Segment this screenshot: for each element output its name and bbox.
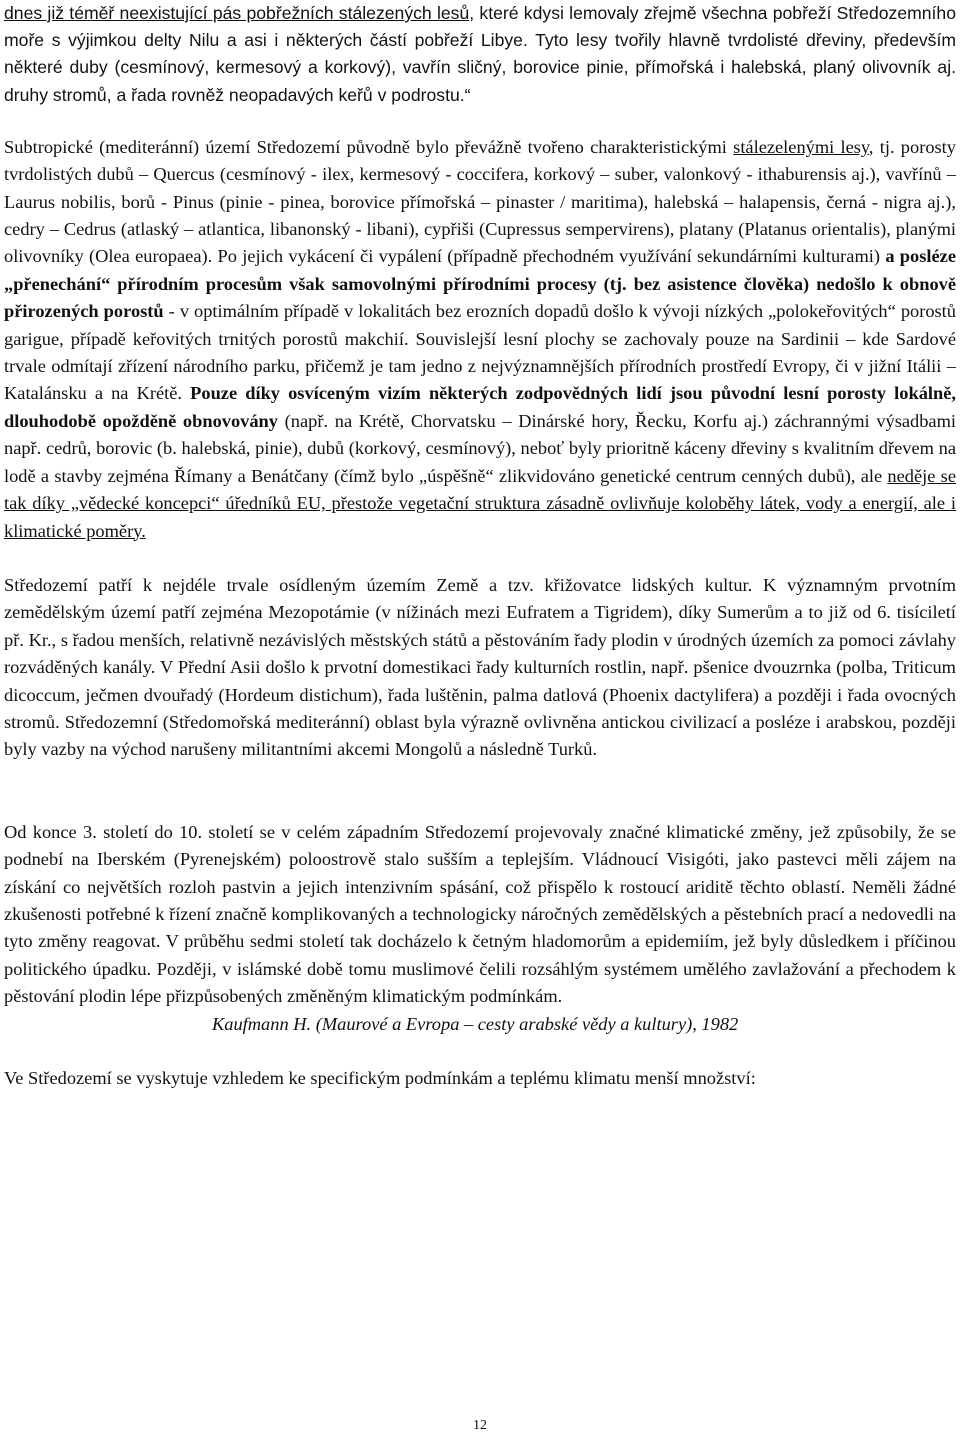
- text-run: , které kdysi lemovaly zřejmě všechna pobřeží Středozemního moře s výjimkou delty Nilu a asi i některých částí pobřeží Libye. Tyto lesy tvořily hlavně tvrdolisté dřeviny, především některé duby (cesmínový, kermesový a korkový), vavřín sličný, borovice pinie, přímořská i halebská, planý olivovník aj. druhy stromů, a řada rovněž neopadavých keřů v podrostu.“: [4, 3, 956, 105]
- bold-phrase: a posléze „přenechání“ přírodním procesům však samovolnými přírodními procesy (tj. bez asistence člověka) nedošlo k obnově přirozených porostů: [4, 246, 956, 322]
- underlined-phrase: neděje se tak díky „vědecké koncepci“ úředníků EU, přestože vegetační struktura zásadně ovlivňuje koloběhy látek, vody a energií, ale i klimatické poměry.: [4, 465, 956, 541]
- text-run: - v optimálním případě v lokalitách bez erozních dopadů došlo k vývoji nízkých „polokeřovitých“ porostů garigue, případě keřovitých trnitých porostů makchií. Souvislejší lesní plochy se zachovaly pouze na Sardinii – kde Sardové trvale odmítají zřízení národního parku, přičemž je tam jedno z nejvýznamnějších přírodních prostředí Evropy, či v jižní Itálii – Katalánsku a na Krétě.: [4, 301, 956, 404]
- document-page: [4, 0, 956, 1092]
- paragraph-forests-intro: [4, 0, 956, 109]
- text-run: , tj. porosty tvrdolistých dubů – Quercus (cesmínový - ilex, kermesový - coccifera, korkový – suber, valonkový - ithaburensis aj.), vavřínů – Laurus nobilis, borů - Pinus (pinie - pinea, borovice přímořská – pinaster / maritima), halebská – halapensis, černá - nigra aj.), cedry – Cedrus (atlaský – atlantica, libanonský - libani), cypřiši (Cupressus sempervirens), platany (Platanus orientalis), planými olivovníky (Olea europaea). Po jejich vykácení či vypálení (případně přechodném využívání sekundárními kulturami): [4, 136, 956, 267]
- citation: Kaufmann H. (Maurové a Evropa – cesty arabské vědy a kultury), 1982: [212, 1013, 739, 1034]
- paragraph-occurrence: Ve Středozemí se vyskytuje vzhledem ke specifickým podmínkám a teplému klimatu menší množství:: [4, 1068, 756, 1088]
- page-number: 12: [473, 1418, 487, 1433]
- paragraph-subtropical-forests: [4, 134, 956, 545]
- text-run: Subtropické (mediteránní) území Středozemí původně bylo převážně tvořeno charakteristickými: [4, 136, 734, 157]
- text-run: (např. na Krétě, Chorvatsku – Dinárské hory, Řecku, Korfu aj.) záchrannými výsadbami např. cedrů, borovic (b. halebská, pinie), dubů (korkový, cesmínový), neboť byly prioritně káceny dřeviny s kvalitním dřevem na lodě a stavby zejména Římany a Benátčany (čímž bylo „úspěšně“ zlikvidováno genetické centrum cenných dubů), ale: [4, 410, 956, 486]
- paragraph-climate-changes: Od konce 3. století do 10. století se v celém západním Středozemí projevovaly značné klimatické změny, jež způsobily, že se podnebí na Iberském (Pyrenejském) poloostrově stalo sušším a teplejším. Vládnoucí Visigóti, jako pastevci měli zájem na získání co největších rozloh pastvin a jejich intenzivním spásání, což přispělo k rostoucí ariditě těchto oblastí. Neměli žádné zkušenosti potřebné k řízení značně komplikovaných a technologicky náročných zemědělských a pěstebních prací a nedovedli na tyto změny reagovat. V průběhu sedmi století tak docházelo k četným hladomorům a epidemiím, jež byly důsledkem i příčinou politického úpadku. Později, v islámské době tomu muslimové čelili rozsáhlým systémem umělého zavlažování a přechodem k pěstování plodin lépe přizpůsobených změněným klimatickým podmínkám.: [4, 821, 956, 1007]
- paragraph-settlement-history: Středozemí patří k nejdéle trvale osídleným územím Země a tzv. křižovatce lidských kultur. K významným prvotním zemědělským území patří zejména Mezopotámie (v nížinách mezi Eufratem a Tigridem), díky Sumerům a to již od 6. tisíciletí př. Kr., s řadou menších, relativně nezávislých městských států a pěstováním řady plodin v úrodných územích za pomoci závlahy rozváděných kanály. V Přední Asii došlo k prvotní domestikaci řady kulturních rostlin, např. pšenice dvouzrnka (polba, Triticum dicoccum, ječmen dvouřadý (Hordeum distichum), řada luštěnin, palma datlová (Phoenix dactylifera) a později i řada ovocných stromů. Středozemní (Středomořská mediteránní) oblast byla výrazně ovlivněna antickou civilizací a posléze i arabskou, později byly vazby na východ narušeny militantními akcemi Mongolů a následně Turků.: [4, 574, 956, 760]
- underlined-phrase: dnes již téměř neexistující pás pobřežních stálezených lesů: [4, 3, 470, 23]
- bold-phrase: Pouze díky osvíceným vizím některých zodpovědných lidí jsou původní lesní porosty lokálně, dlouhodobě opožděně obnovovány: [4, 383, 956, 431]
- underlined-phrase: stálezelenými lesy: [733, 136, 869, 157]
